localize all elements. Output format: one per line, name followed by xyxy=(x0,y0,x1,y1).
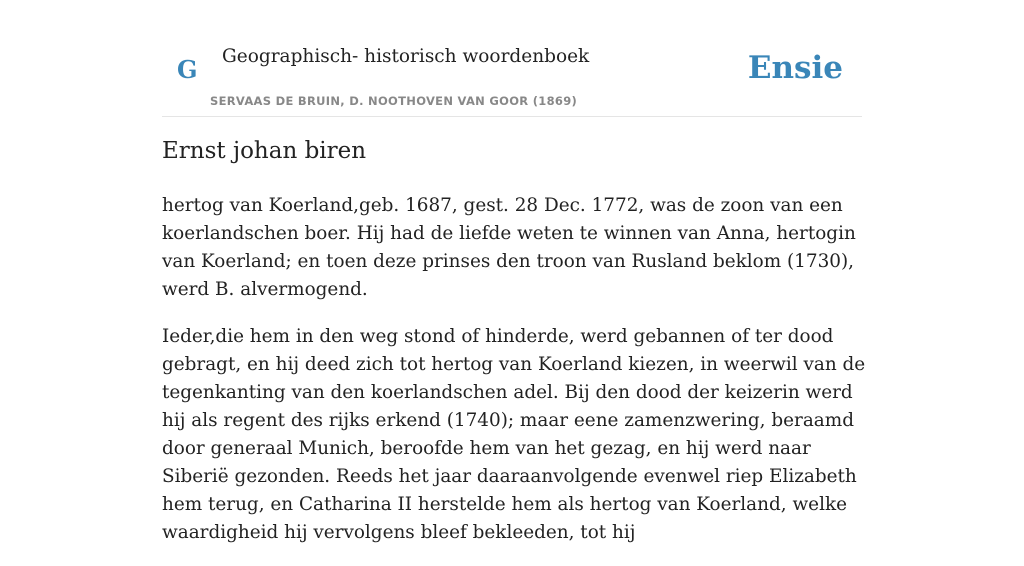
ensie-logo-link[interactable]: Ensie xyxy=(747,50,843,86)
page-container xyxy=(162,0,866,543)
entry-paragraph: hertog van Koerland,geb. 1687, gest. 28 Dec. 1772, was de zoon van een koerlandschen boer. Hij had de liefde weten te winnen van Anna, hertogin van Koerland; en toen deze prinses den troon van Rusland beklom (1730), werd B. alvermogend. xyxy=(162,195,856,300)
dictionary-authors: SERVAAS DE BRUIN, D. NOOTHOVEN VAN GOOR (1869) xyxy=(210,94,578,108)
dictionary-header xyxy=(162,0,862,117)
entry-paragraph: Ieder,die hem in den weg stond of hinderde, werd gebannen of ter dood gebragt, en hij deed zich tot hertog van Koerland kiezen, in weerwil van de tegenkanting van den koerlandschen adel. Bij den dood der keizerin werd hij als regent des rijks erkend (1740); maar eene zamenzwering, beraamd door generaal Munich, beroofde hem van het gezag, en hij werd naar Siberië gezonden. Reeds het jaar daaraanvolgende evenwel riep Elizabeth hem terug, en Catharina II herstelde hem als hertog van Koerland, welke waardigheid hij vervolgens bleef bekleeden, tot hij xyxy=(162,326,866,543)
entry-title: Ernst johan biren xyxy=(162,138,367,164)
dictionary-title-link[interactable]: Geographisch- historisch woordenboek xyxy=(222,46,590,67)
dictionary-letter[interactable]: G xyxy=(177,55,198,84)
entry-content xyxy=(162,192,866,566)
